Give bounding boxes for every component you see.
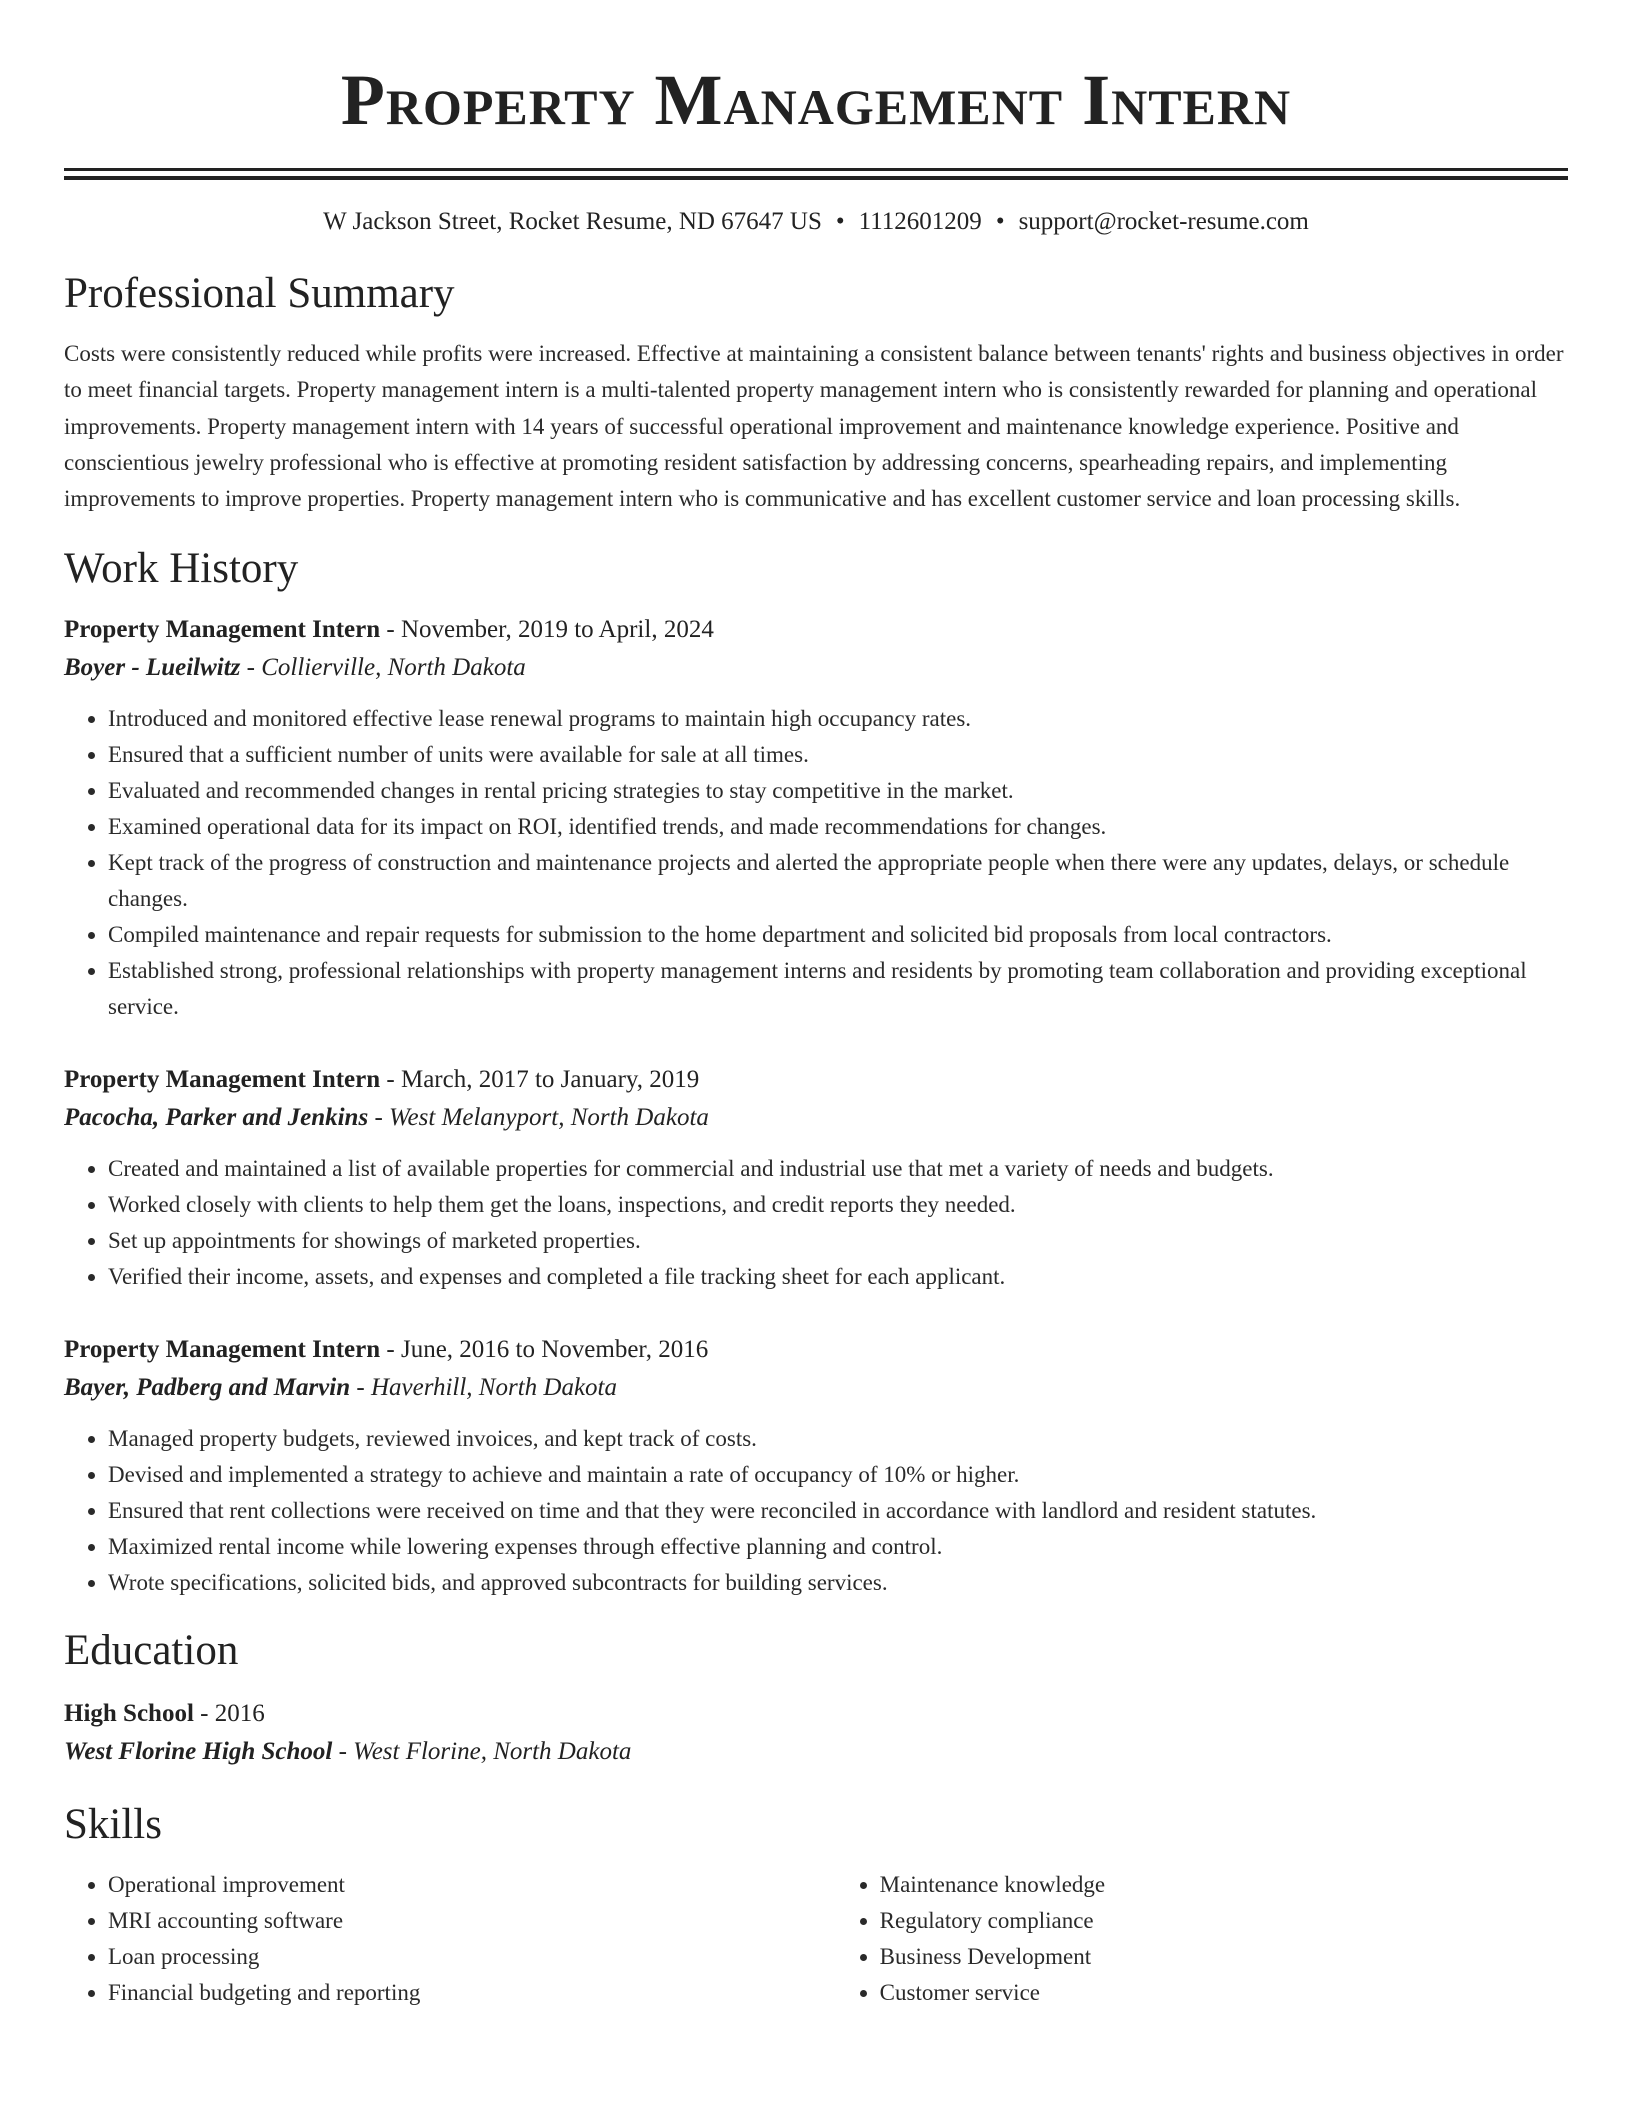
company-line	[64, 649, 1568, 687]
list-item: • Compiled maintenance and repair requests for submission to the home department and solicited bid proposals from local contractors.	[108, 917, 1568, 953]
list-item: • Created and maintained a list of available properties for commercial and industrial use that met a variety of needs and budgets.	[108, 1151, 1568, 1187]
job-bullets	[64, 701, 1568, 1025]
job-dates: - November, 2019 to April, 2024	[380, 616, 714, 644]
skill-item: • Business Development	[880, 1939, 1568, 1975]
skill-item: • Financial budgeting and reporting	[108, 1975, 836, 2011]
list-item: • Kept track of the progress of construction and maintenance projects and alerted the appropriate people when there were any updates, delays, or schedule changes.	[108, 845, 1568, 917]
job-title-line	[64, 1331, 1568, 1369]
skill-item: • Customer service	[880, 1975, 1568, 2011]
skill-item: • Regulatory compliance	[880, 1903, 1568, 1939]
company-line	[64, 1369, 1568, 1407]
contact-line	[64, 204, 1568, 240]
skill-item: • MRI accounting software	[108, 1903, 836, 1939]
job-entry	[64, 1061, 1568, 1295]
degree-line	[64, 1695, 1568, 1733]
job-dates: - June, 2016 to November, 2016	[380, 1336, 709, 1364]
company-line	[64, 1099, 1568, 1137]
list-item: • Ensured that rent collections were received on time and that they were reconciled in accordance with landlord and resident statutes.	[108, 1493, 1568, 1529]
job-entry	[64, 611, 1568, 1025]
contact-separator: •	[995, 208, 1005, 235]
skills-grid	[64, 1867, 1568, 2011]
contact-phone: 1112601209	[858, 208, 982, 235]
education-entry	[64, 1695, 1568, 1771]
list-item: • Examined operational data for its impact on ROI, identified trends, and made recommendations for changes.	[108, 809, 1568, 845]
title-divider-top	[64, 168, 1568, 171]
company-name: Boyer - Lueilwitz	[64, 654, 241, 682]
school-location: - West Florine, North Dakota	[332, 1738, 632, 1766]
list-item: • Evaluated and recommended changes in rental pricing strategies to stay competitive in the market.	[108, 773, 1568, 809]
contact-separator: •	[835, 208, 845, 235]
company-name: Bayer, Padberg and Marvin	[64, 1374, 351, 1402]
job-title: Property Management Intern	[64, 1066, 381, 1094]
graduation-year: - 2016	[193, 1700, 265, 1728]
list-item: • Maximized rental income while lowering expenses through effective planning and control.	[108, 1529, 1568, 1565]
list-item: • Verified their income, assets, and expenses and completed a file tracking sheet for each applicant.	[108, 1259, 1568, 1295]
degree: High School	[64, 1700, 194, 1728]
list-item: • Set up appointments for showings of marketed properties.	[108, 1223, 1568, 1259]
list-item: • Wrote specifications, solicited bids, and approved subcontracts for building services.	[108, 1565, 1568, 1601]
skills-column-right	[836, 1867, 1568, 2011]
list-item: • Established strong, professional relationships with property management interns and residents by promoting team collaboration and providing exceptional service.	[108, 953, 1568, 1025]
job-entry	[64, 1331, 1568, 1601]
school-name: West Florine High School	[64, 1738, 333, 1766]
list-item: • Introduced and monitored effective lease renewal programs to maintain high occupancy rates.	[108, 701, 1568, 737]
job-bullets	[64, 1151, 1568, 1295]
education-heading: Education	[64, 1627, 239, 1675]
skills-heading: Skills	[64, 1801, 162, 1849]
list-item: • Worked closely with clients to help them get the loans, inspections, and credit reports they needed.	[108, 1187, 1568, 1223]
contact-address: W Jackson Street, Rocket Resume, ND 67647 US	[323, 208, 822, 235]
skills-column-left	[64, 1867, 836, 2011]
company-location: - Haverhill, North Dakota	[350, 1374, 618, 1402]
list-item: • Managed property budgets, reviewed invoices, and kept track of costs.	[108, 1421, 1568, 1457]
contact-email: support@rocket-resume.com	[1018, 208, 1309, 235]
resume-title: Property Management Intern	[340, 60, 1292, 140]
list-item: • Devised and implemented a strategy to achieve and maintain a rate of occupancy of 10% or higher.	[108, 1457, 1568, 1493]
company-name: Pacocha, Parker and Jenkins	[64, 1104, 369, 1132]
job-title-line	[64, 1061, 1568, 1099]
summary-text: Costs were consistently reduced while profits were increased. Effective at maintaining a consistent balance between tenants' rights and business objectives in order to meet financial targets. Property management intern is a multi-talented property management intern who is consistently rewarded for planning and operational improvements. Property management intern with 14 years of successful operational improvement and maintenance knowledge experience. Positive and conscientious jewelry professional who is effective at promoting resident satisfaction by addressing concerns, spearheading repairs, and implementing improvements to improve properties. Property management intern who is communicative and has excellent customer service and loan processing skills.	[64, 341, 1564, 512]
company-location: - Collierville, North Dakota	[240, 654, 526, 682]
job-title: Property Management Intern	[64, 1336, 381, 1364]
job-dates: - March, 2017 to January, 2019	[380, 1066, 700, 1094]
skill-item: • Loan processing	[108, 1939, 836, 1975]
summary-heading: Professional Summary	[64, 270, 455, 317]
school-line	[64, 1733, 1568, 1771]
job-title-line	[64, 611, 1568, 649]
skill-item: • Maintenance knowledge	[880, 1867, 1568, 1903]
list-item: • Ensured that a sufficient number of units were available for sale at all times.	[108, 737, 1568, 773]
work-history-heading: Work History	[64, 545, 299, 593]
title-divider-bottom	[64, 176, 1568, 180]
skill-item: • Operational improvement	[108, 1867, 836, 1903]
job-bullets	[64, 1421, 1568, 1601]
company-location: - West Melanyport, North Dakota	[368, 1104, 709, 1132]
job-title: Property Management Intern	[64, 616, 381, 644]
